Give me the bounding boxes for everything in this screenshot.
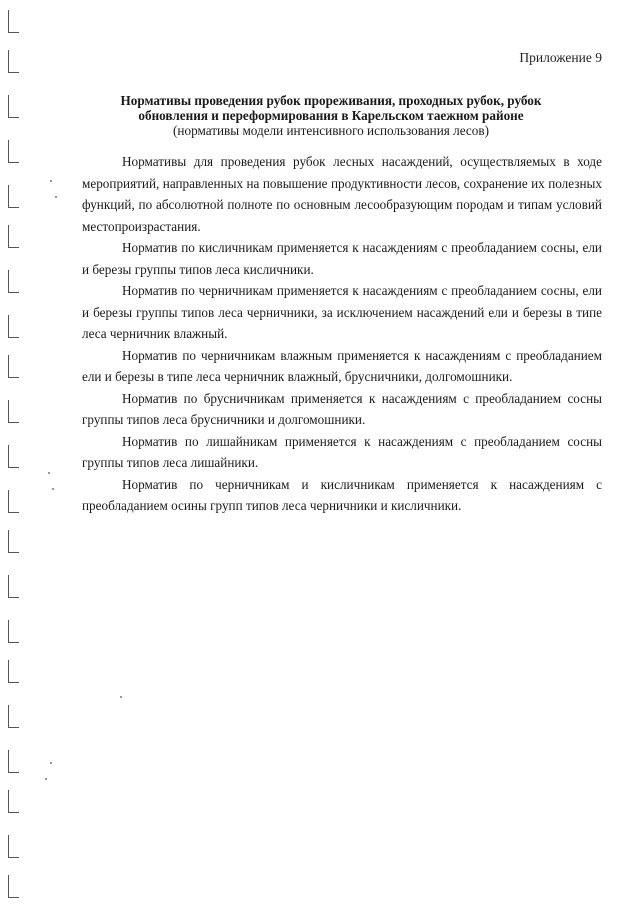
scan-speck xyxy=(50,762,52,764)
paragraph: Норматив по черничникам и кисличникам применяется к насаждениям с преобладанием осины групп типов леса черничники и кисличники. xyxy=(82,476,602,513)
binding-mark xyxy=(8,575,19,598)
binding-mark xyxy=(8,620,19,643)
paragraph: Норматив по черничникам влажным применяется к насаждениям с преобладанием ели и березы в типе леса черничник влажный, брусничники, долгомошники. xyxy=(82,347,602,384)
binding-mark xyxy=(8,705,19,728)
binding-mark xyxy=(8,355,19,378)
binding-mark xyxy=(8,750,19,773)
binding-mark xyxy=(8,790,19,813)
binding-mark xyxy=(8,185,19,208)
binding-mark xyxy=(8,10,19,33)
paragraph: Норматив по черничникам применяется к насаждениям с преобладанием сосны, ели и березы группы типов леса черничники, за исключением насаждений ели и березы в типе леса черничник влажный. xyxy=(82,283,602,341)
binding-mark xyxy=(8,140,19,163)
binding-mark xyxy=(8,270,19,293)
binding-mark xyxy=(8,95,19,118)
document-title xyxy=(60,93,602,138)
scan-speck xyxy=(55,196,57,198)
paragraph: Норматив по лишайникам применяется к насаждениям с преобладанием сосны группы типов леса лишайники. xyxy=(82,433,602,470)
scan-speck xyxy=(52,488,54,490)
paragraph: Норматив по брусничникам применяется к насаждениям с преобладанием сосны группы типов леса брусничники и долгомошники. xyxy=(82,390,602,427)
scan-speck xyxy=(50,180,52,182)
scan-speck xyxy=(120,696,122,698)
binding-mark xyxy=(8,400,19,423)
binding-mark xyxy=(8,875,19,898)
scan-speck xyxy=(48,472,50,474)
scan-speck xyxy=(45,778,47,780)
appendix-label: Приложение 9 xyxy=(519,50,602,65)
paragraph: Нормативы для проведения рубок лесных насаждений, осуществляемых в ходе мероприятий, направленных на повышение продуктивности лесов, сохранение их полезных функций, по абсолютной полноте по основным лесообразующим породам и типам условий местопроизрастания. xyxy=(82,154,602,234)
binding-marks xyxy=(0,0,22,905)
binding-mark xyxy=(8,530,19,553)
title-line-2: обновления и переформирования в Карельском таежном районе xyxy=(138,108,524,123)
binding-mark xyxy=(8,445,19,468)
paragraph: Норматив по кисличникам применяется к насаждениям с преобладанием сосны, ели и березы группы типов леса кисличники. xyxy=(82,240,602,277)
binding-mark xyxy=(8,225,19,248)
title-subtitle: (нормативы модели интенсивного использования лесов) xyxy=(173,123,489,138)
binding-mark xyxy=(8,660,19,683)
title-line-1: Нормативы проведения рубок прореживания, проходных рубок, рубок xyxy=(120,93,542,108)
binding-mark xyxy=(8,315,19,338)
binding-mark xyxy=(8,490,19,513)
binding-mark xyxy=(8,835,19,858)
binding-mark xyxy=(8,50,19,73)
document-body xyxy=(82,151,602,517)
